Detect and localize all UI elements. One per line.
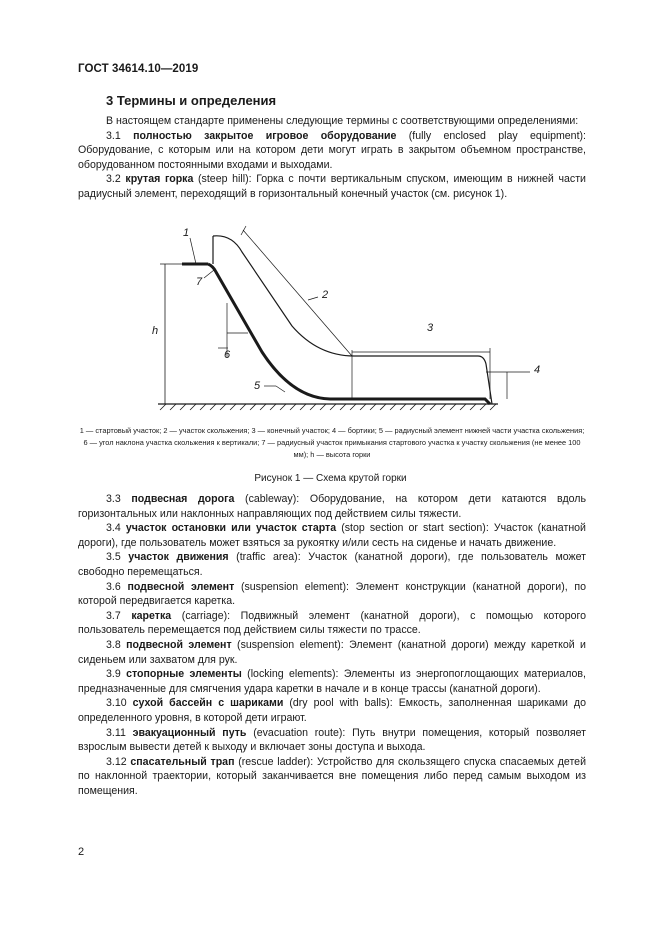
side-wall — [213, 236, 492, 404]
figure-legend: 1 — стартовый участок; 2 — участок скольжения; 3 — конечный участок; 4 — бортики; 5 — радиусный элемент нижней части участка скольжения; 6 — угол наклона участка скольжения к вертикали; 7 — радиусный участок примыкания стартового участка к участку скольжения (не менее 100 мм); h — высота горки — [79, 426, 585, 459]
term-3-4: 3.4 участок остановки или участок старта (stop section or start section): Участок (канатной дороги), где пользователь может взяться за рукоятку и/или сесть на сиденье и начать движение. — [78, 522, 586, 549]
term-3-7: 3.7 каретка (carriage): Подвижный элемент (канатной дороги), с помощью которого пользователь перемещается под действием силы тяжести по трассе. — [78, 609, 586, 637]
section-title: 3 Термины и определения — [106, 93, 277, 108]
term-3-9: 3.9 стопорные элементы (locking elements): Элементы из энергопоглощающих материалов, предназначенные для смягчения удара каретки в начале и в конце трассы (канатной дороги). — [78, 668, 586, 695]
label-h: h — [152, 325, 159, 337]
steep-hill-diagram — [150, 222, 550, 414]
definitions-bottom — [78, 492, 586, 798]
intro-paragraph: В настоящем стандарте применены следующие термины с соответствующими определениями: — [106, 115, 579, 127]
label-2: 2 — [322, 289, 329, 301]
page-number: 2 — [78, 846, 85, 858]
term-3-1: 3.1 полностью закрытое игровое оборудование (fully enclosed play equipment): Оборудование, с которым или на котором дети могут играть в закрытом объемном пространстве, оборудованном постоянными входами и выходами. — [78, 129, 586, 171]
document-header: ГОСТ 34614.10—2019 — [78, 63, 199, 75]
label-6: 6 — [224, 349, 231, 361]
definitions-top — [78, 114, 586, 202]
label-3: 3 — [427, 322, 434, 334]
label-7: 7 — [196, 276, 203, 288]
term-3-11: 3.11 эвакуационный путь (evacuation route): Путь внутри помещения, который позволяет взрослым вывести детей к выходу и включает зоны доступа и выхода. — [78, 726, 586, 754]
term-3-3: 3.3 подвесная дорога (cableway): Оборудование, на котором дети катаются вдоль горизонтальных или наклонных направляющих под действием силы тяжести. — [78, 493, 587, 520]
figure-caption: Рисунок 1 — Схема крутой горки — [254, 473, 407, 484]
term-3-10: 3.10 сухой бассейн с шариками (dry pool with balls): Емкость, заполненная шариками до определенного уровня, в которой дети играют. — [78, 697, 586, 724]
term-3-8: 3.8 подвесной элемент (suspension element): Элемент (канатной дороги) между кареткой и сиденьем или захватом для рук. — [78, 638, 586, 666]
steep-hill-figure — [150, 222, 550, 419]
label-5: 5 — [254, 380, 261, 392]
label-1: 1 — [183, 227, 190, 239]
term-3-12: 3.12 спасательный трап (rescue ladder): Устройство для скользящего спуска спасаемых детей по наклонной траектории, который заканчивается вне помещения либо перед самым выходом из помещения. — [78, 755, 586, 797]
slide-surface — [208, 264, 490, 404]
term-3-2: 3.2 крутая горка (steep hill): Горка с почти вертикальным спуском, имеющим в нижней части радиусный элемент, переходящий в горизонтальный конечный участок (см. рисунок 1). — [78, 173, 586, 200]
term-3-6: 3.6 подвесной элемент (suspension element): Элемент конструкции (канатной дороги), по которой передвигается каретка. — [78, 580, 586, 608]
label-4: 4 — [534, 364, 541, 376]
term-3-5: 3.5 участок движения (traffic area): Участок (канатной дороги), где пользователь может свободно перемещаться. — [78, 551, 586, 578]
ground-hatch — [160, 404, 496, 410]
